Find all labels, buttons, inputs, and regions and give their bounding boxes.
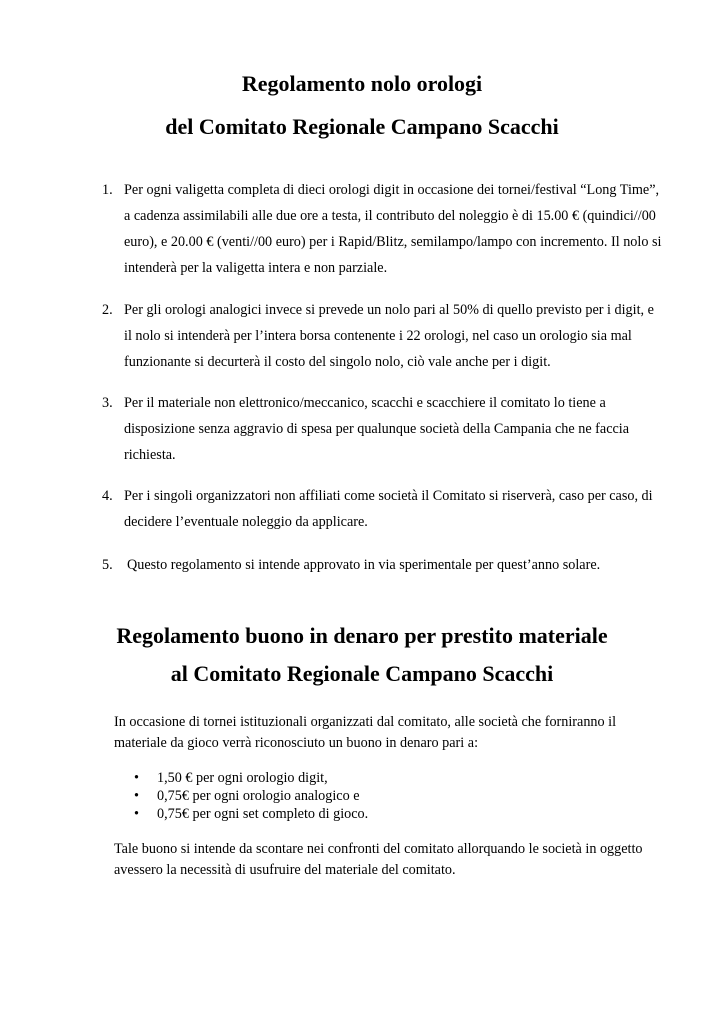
list-item-text: 0,75€ per ogni set completo di gioco.: [157, 806, 369, 822]
rule-text: Questo regolamento si intende approvato in via sperimentale per quest’anno solare.: [127, 557, 601, 573]
rule-text: Per il materiale non elettronico/meccanico, scacchi e scacchiere il comitato lo tiene a disposizione senza aggravio di spesa per qualunque società della Campania che ne faccia richiesta.: [124, 395, 630, 463]
rule-number: 4.: [102, 488, 113, 504]
rule-number: 2.: [102, 302, 113, 318]
rule-number: 1.: [102, 182, 113, 198]
rule-number: 3.: [102, 395, 113, 411]
voucher-closing-paragraph: Tale buono si intende da scontare nei confronti del comitato allorquando le società in oggetto avessero la necessità di usufruire del materiale del comitato.: [114, 841, 643, 878]
bullet-icon: •: [134, 806, 139, 822]
bullet-icon: •: [134, 788, 139, 804]
list-item: [114, 787, 368, 805]
voucher-intro-paragraph: In occasione di tornei istituzionali organizzati dal comitato, alle società che forniranno il materiale da gioco verrà riconosciuto un buono in denaro pari a:: [114, 714, 617, 751]
section1-title-line2: del Comitato Regionale Campano Scacchi: [165, 114, 559, 139]
rule-number: 5.: [102, 557, 113, 573]
rule-text: Per ogni valigetta completa di dieci orologi digit in occasione dei tornei/festival “Long Time”, a cadenza assimilabili alle due ore a testa, il contributo del noleggio è di 15.00 € (quindici//00 euro), e 20.00 € (venti//00 euro) per i Rapid/Blitz, semilampo/lampo con incremento. Il nolo si intenderà per la valigetta intera e non parziale.: [124, 182, 662, 276]
rule-item: [102, 297, 662, 375]
list-item: [114, 769, 368, 787]
rental-rules-list: [102, 177, 662, 578]
section2-title-line2: al Comitato Regionale Campano Scacchi: [170, 661, 554, 686]
list-item-text: 1,50 € per ogni orologio digit,: [157, 770, 328, 786]
bullet-icon: •: [134, 770, 139, 786]
section1-title-line1: Regolamento nolo orologi: [241, 71, 483, 96]
rule-item: [102, 390, 662, 468]
rule-item: [102, 177, 662, 281]
voucher-amounts-list: [114, 769, 368, 823]
section2-title-line1: Regolamento buono in denaro per prestito materiale: [116, 623, 608, 648]
rule-item: [102, 483, 662, 535]
rule-item: [102, 552, 662, 578]
list-item: [114, 805, 368, 823]
rule-text: Per i singoli organizzatori non affiliati come società il Comitato si riserverà, caso per caso, di decidere l’eventuale noleggio da applicare.: [124, 488, 653, 530]
list-item-text: 0,75€ per ogni orologio analogico e: [157, 788, 360, 804]
rule-text: Per gli orologi analogici invece si prevede un nolo pari al 50% di quello previsto per i digit, e il nolo si intenderà per l’intera borsa contenente i 22 orologi, nel caso un orologio sia mal funzionante si decurterà il costo del singolo nolo, ciò vale anche per i digit.: [124, 302, 654, 370]
